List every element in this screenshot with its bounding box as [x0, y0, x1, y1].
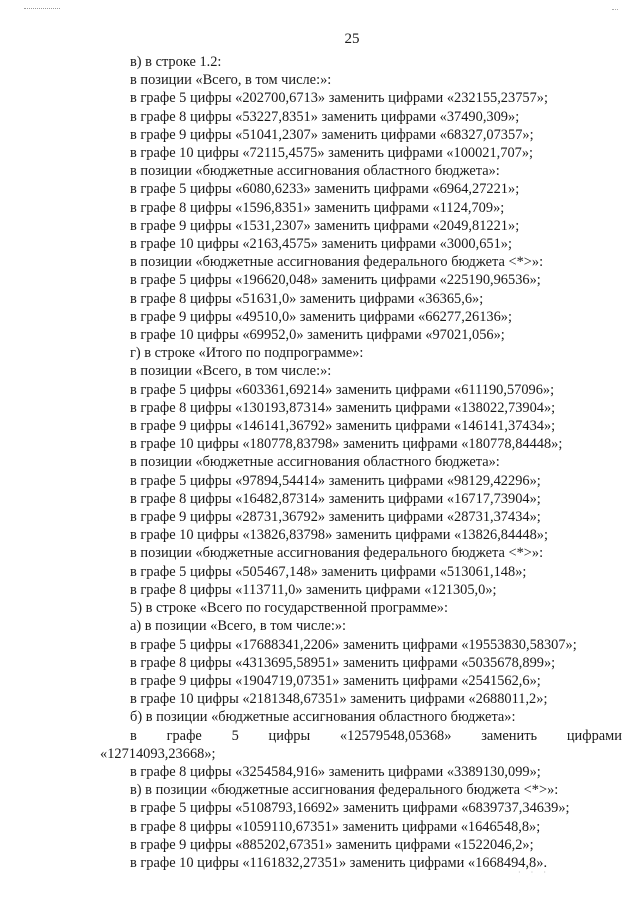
word: заменить: [481, 727, 538, 744]
text-line: в графе 10 цифры «69952,0» заменить цифрами «97021,056»;: [130, 327, 505, 344]
text-line: в графе 9 цифры «1904719,07351» заменить цифрами «2541562,6»;: [130, 672, 541, 689]
text-line: в графе 10 цифры «72115,4575» заменить цифрами «100021,707»;: [130, 145, 534, 162]
text-line: в графе 5 цифры «505467,148» заменить цифрами «513061,148»;: [130, 563, 527, 580]
text-line: в графе 5 цифры «5108793,16692» заменить цифрами «6839737,34639»;: [130, 800, 570, 817]
text-line: г) в строке «Итого по подпрограмме»:: [130, 345, 364, 362]
scan-artifact: · · ·: [518, 868, 550, 877]
text-line: в графе 8 цифры «130193,87314» заменить цифрами «138022,73904»;: [130, 399, 556, 416]
text-line: в графе 5 цифры «603361,69214» заменить цифрами «611190,57096»;: [130, 381, 555, 398]
text-line: в графе 10 цифры «2163,4575» заменить цифрами «3000,651»;: [130, 236, 512, 253]
text-line: в графе 10 цифры «2181348,67351» заменить цифрами «2688011,2»;: [130, 691, 548, 708]
text-line: в графе 9 цифры «51041,2307» заменить цифрами «68327,07357»;: [130, 126, 534, 143]
text-line: в графе 9 цифры «49510,0» заменить цифрами «66277,26136»;: [130, 308, 512, 325]
scan-artifact: [612, 9, 618, 12]
text-line: в позиции «бюджетные ассигнования федерального бюджета <*>»:: [130, 254, 544, 271]
text-line: 5) в строке «Всего по государственной программе»:: [130, 600, 448, 617]
text-line: в графе 8 цифры «4313695,58951» заменить цифрами «5035678,899»;: [130, 654, 556, 671]
text-line-continuation: «12714093,23668»;: [100, 745, 216, 762]
scan-artifact: [24, 8, 60, 11]
text-line: в графе 8 цифры «16482,87314» заменить цифрами «16717,73904»;: [130, 490, 541, 507]
text-line: в позиции «бюджетные ассигнования областного бюджета»:: [130, 454, 500, 471]
text-line: в позиции «Всего, в том числе:»:: [130, 363, 332, 380]
text-line: в графе 9 цифры «885202,67351» заменить цифрами «1522046,2»;: [130, 836, 534, 853]
text-line: в графе 8 цифры «1596,8351» заменить цифрами «1124,709»;: [130, 199, 505, 216]
text-line: в позиции «Всего, в том числе:»:: [130, 72, 332, 89]
text-line: в графе 9 цифры «28731,36792» заменить цифрами «28731,37434»;: [130, 509, 541, 526]
text-line: в графе 8 цифры «3254584,916» заменить цифрами «3389130,099»;: [130, 763, 541, 780]
text-line: в) в строке 1.2:: [130, 54, 222, 70]
text-line: б) в позиции «бюджетные ассигнования областного бюджета»:: [130, 709, 516, 726]
text-line: в графе 9 цифры «1531,2307» заменить цифрами «2049,81221»;: [130, 217, 520, 234]
justified-text-line: [130, 727, 622, 745]
word: графе: [166, 727, 202, 744]
text-line: в графе 10 цифры «13826,83798» заменить цифрами «13826,84448»;: [130, 527, 548, 544]
word: 5: [231, 727, 239, 744]
text-line: в графе 8 цифры «51631,0» заменить цифрами «36365,6»;: [130, 290, 484, 307]
word: цифрами: [566, 727, 622, 744]
text-line: а) в позиции «Всего, в том числе:»:: [130, 618, 347, 635]
text-line: в графе 8 цифры «1059110,67351» заменить цифрами «1646548,8»;: [130, 818, 541, 835]
word: в: [130, 727, 137, 744]
text-line: в графе 5 цифры «196620,048» заменить цифрами «225190,96536»;: [130, 272, 541, 289]
text-line: в графе 10 цифры «1161832,27351» заменить цифрами «1668494,8».: [130, 854, 548, 871]
text-line: в графе 5 цифры «17688341,2206» заменить цифрами «19553830,58307»;: [130, 636, 577, 653]
text-line: в позиции «бюджетные ассигнования федерального бюджета <*>»:: [130, 545, 544, 562]
word: «12579548,05368»: [339, 727, 452, 744]
text-line: в графе 8 цифры «53227,8351» заменить цифрами «37490,309»;: [130, 108, 520, 125]
text-line: в графе 5 цифры «202700,6713» заменить цифрами «232155,23757»;: [130, 90, 548, 107]
text-line: в графе 5 цифры «97894,54414» заменить цифрами «98129,42296»;: [130, 472, 541, 489]
text-line: в) в позиции «бюджетные ассигнования федерального бюджета <*>»:: [130, 782, 559, 799]
page-number: 25: [344, 31, 360, 47]
text-line: в графе 8 цифры «113711,0» заменить цифрами «121305,0»;: [130, 581, 497, 598]
text-line: в графе 5 цифры «6080,6233» заменить цифрами «6964,27221»;: [130, 181, 520, 198]
word: цифры: [268, 727, 311, 744]
text-line: в позиции «бюджетные ассигнования областного бюджета»:: [130, 163, 500, 180]
text-line: в графе 10 цифры «180778,83798» заменить цифрами «180778,84448»;: [130, 436, 563, 453]
document-body: [100, 53, 622, 872]
text-line: в графе 9 цифры «146141,36792» заменить цифрами «146141,37434»;: [130, 418, 556, 435]
